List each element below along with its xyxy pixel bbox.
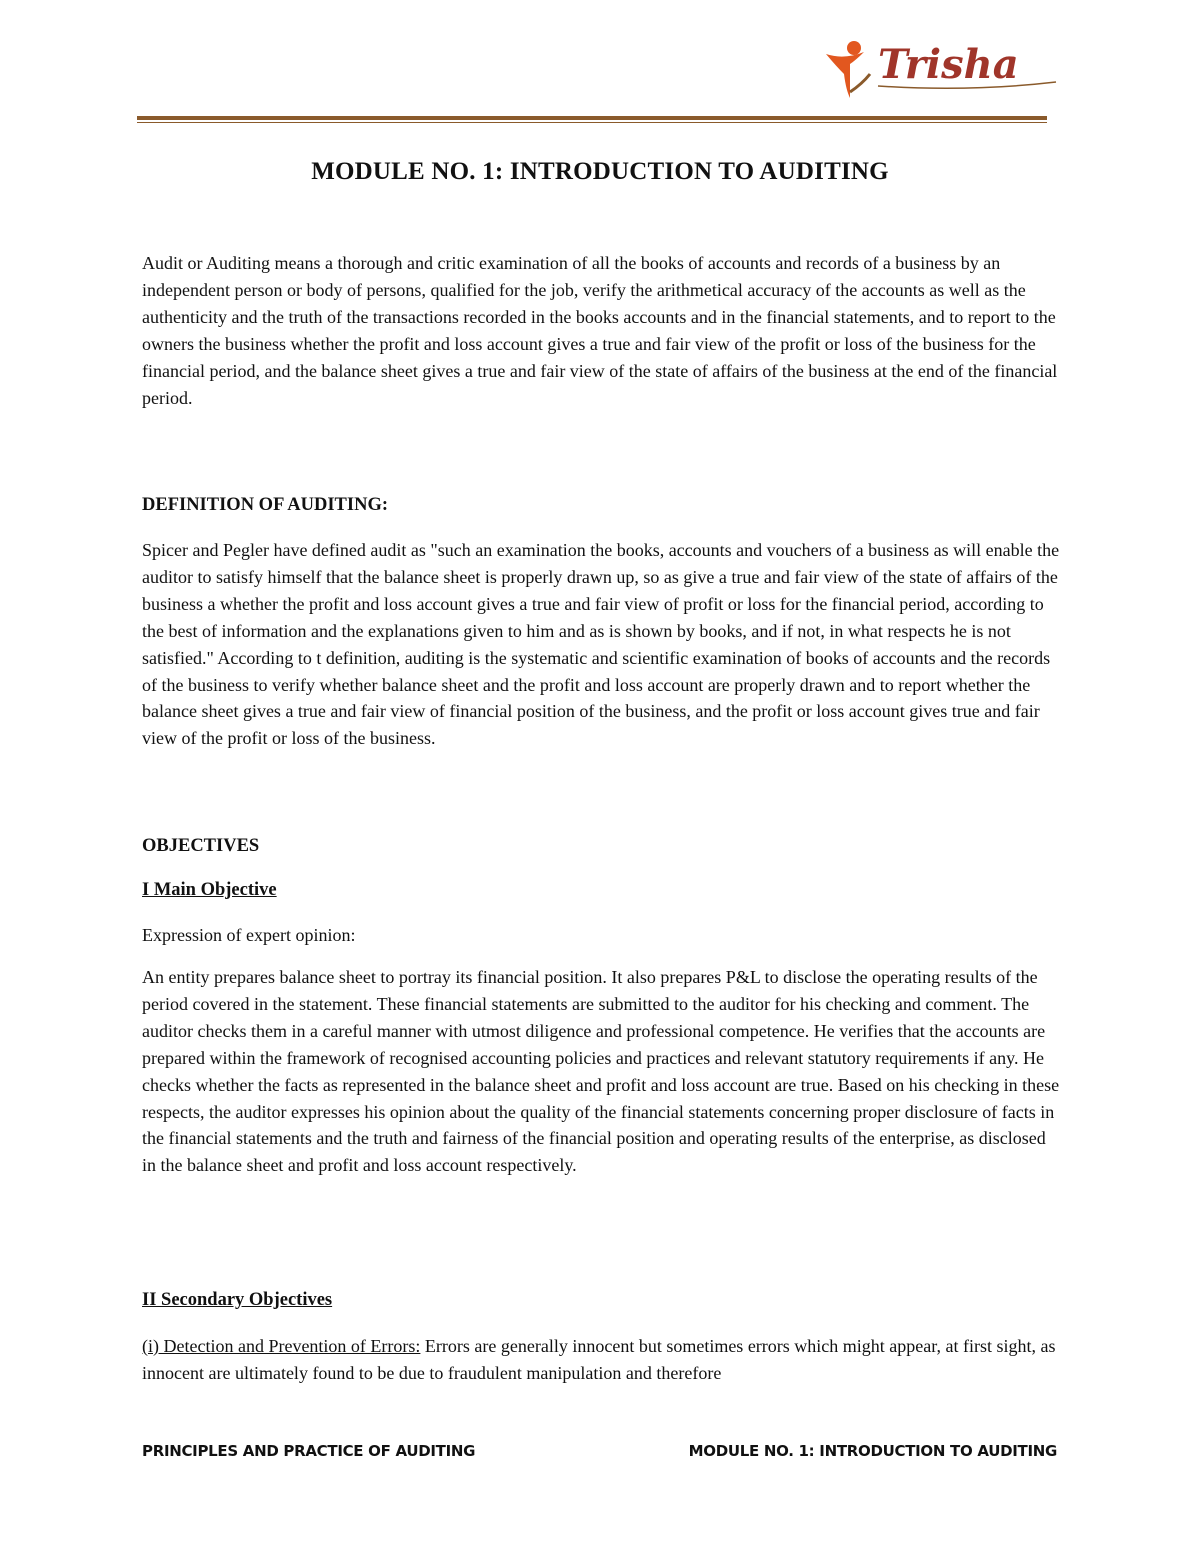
footer-right: MODULE NO. 1: INTRODUCTION TO AUDITING bbox=[688, 1442, 1057, 1460]
definition-heading: DEFINITION OF AUDITING: bbox=[142, 495, 389, 515]
figure-mark-icon bbox=[826, 41, 870, 98]
main-objective-heading: I Main Objective bbox=[142, 880, 277, 900]
definition-paragraph: Spicer and Pegler have defined audit as "such an examination the books, accounts and vouchers of a business as will enable the auditor to satisfy himself that the balance sheet is properly drawn up, so as give a true and fair view of the state of affairs of the business a whether the profit and loss account gives a true and fair view of profit or loss for the financial period, according to the best of information and the explanations given to him and as is shown by books, and if not, in what respects he is not satisfied." According to t definition, auditing is the systematic and scientific examination of books of accounts and the records of the business to verify whether balance sheet and the profit and loss account are properly drawn and to report whether the balance sheet gives a true and fair view of financial position of the business, and the profit or loss account gives true and fair view of the profit or loss of the business. bbox=[142, 540, 1060, 749]
footer-left: PRINCIPLES AND PRACTICE OF AUDITING bbox=[142, 1442, 476, 1460]
header-rule-thin bbox=[137, 122, 1047, 123]
logo-text: Trisha bbox=[878, 41, 1019, 88]
secondary-objectives-heading: II Secondary Objectives bbox=[142, 1290, 333, 1310]
page-title: MODULE NO. 1: INTRODUCTION TO AUDITING bbox=[311, 158, 889, 185]
trisha-logo bbox=[820, 34, 1060, 106]
main-objective-paragraph: An entity prepares balance sheet to portray its financial position. It also prepares P&L to disclose the operating results of the period covered in the statement. These financial statements are submitted to the auditor for his checking and comment. The auditor checks them in a careful manner with utmost diligence and professional competence. He verifies that the accounts are prepared within the framework of recognised accounting policies and practices and relevant statutory requirements if any. He checks whether the facts as represented in the balance sheet and profit and loss account are true. Based on his checking in these respects, the auditor expresses his opinion about the quality of the financial statements concerning proper disclosure of facts in the financial statements and the truth and fairness of the financial position and operating results of the enterprise, as disclosed in the balance sheet and profit and loss account respectively. bbox=[142, 967, 1060, 1176]
secondary-item-paragraph bbox=[142, 1333, 1064, 1387]
objectives-heading: OBJECTIVES bbox=[142, 836, 260, 856]
secondary-item-label: (i) Detection and Prevention of Errors: bbox=[142, 1336, 421, 1356]
main-objective-subheading: Expression of expert opinion: bbox=[142, 925, 356, 945]
intro-paragraph: Audit or Auditing means a thorough and critic examination of all the books of accounts and records of a business by an independent person or body of persons, qualified for the job, verify the arithmetical accuracy of the accounts as well as the authenticity and the truth of the transactions recorded in the books accounts and in the financial statements, and to report to the owners the business whether the profit and loss account gives a true and fair view of the profit or loss of the business for the financial period, and the balance sheet gives a true and fair view of the state of affairs of the business at the end of the financial period. bbox=[142, 253, 1058, 408]
header-rule bbox=[137, 116, 1047, 120]
secondary-item-text: Errors are generally innocent but sometimes errors which might appear, at first sight, as innocent are ultimately found to be due to fraudulent manipulation and therefore bbox=[142, 1336, 1056, 1383]
